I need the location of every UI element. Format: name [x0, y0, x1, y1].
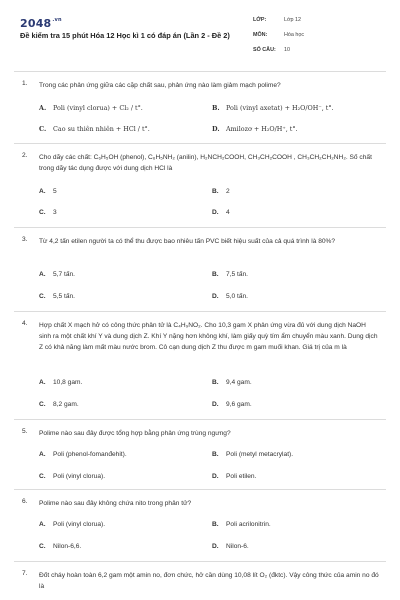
option-letter: C. [39, 125, 47, 133]
option-text: Poli acrilonitrin. [226, 521, 271, 528]
section-divider [14, 489, 386, 490]
option-a[interactable] [39, 521, 105, 528]
option-a[interactable] [39, 271, 75, 278]
meta-count-label: SỐ CÂU: [253, 47, 276, 53]
option-text: 3 [53, 209, 57, 216]
option-b[interactable] [212, 188, 230, 195]
option-b[interactable] [212, 271, 248, 278]
option-c[interactable] [39, 473, 105, 480]
question-number: 3. [22, 236, 28, 243]
meta-class-value: Lớp 12 [284, 17, 302, 23]
option-letter: D. [212, 401, 219, 408]
option-text: 5 [53, 188, 57, 195]
question-stem: Từ 4,2 tấn etilen người ta có thể thu được bao nhiêu tấn PVC biết hiệu suất của cả quá trình là 80%? [39, 238, 336, 245]
option-d[interactable] [212, 125, 298, 133]
option-letter: D. [212, 543, 219, 550]
question-stem: Polime nào sau đây không chứa nito trong phân tử? [39, 500, 192, 507]
option-a[interactable] [39, 451, 127, 458]
option-letter: C. [39, 543, 46, 550]
question-number: 1. [22, 80, 28, 87]
option-d[interactable] [212, 473, 256, 480]
question-stem: Polime nào sau đây được tổng hợp bằng phản ứng trùng ngưng? [39, 430, 231, 437]
meta-class-label: LỚP: [253, 17, 267, 23]
option-letter: A. [39, 188, 46, 195]
option-letter: A. [39, 451, 46, 458]
option-text: 4 [226, 209, 230, 216]
option-text: 9,6 gam. [226, 401, 252, 408]
section-divider [14, 143, 386, 144]
option-letter: C. [39, 401, 46, 408]
question-stem: Đốt cháy hoàn toàn 6,2 gam một amin no, đơn chức, hở cần dùng 10,08 lít O₂ (đktc). Vậy công thức của amin no đó là [39, 572, 379, 590]
option-letter: C. [39, 209, 46, 216]
option-text: 2 [226, 188, 230, 195]
option-text: Poli (vinyl clorua). [53, 473, 106, 480]
option-c[interactable] [39, 543, 81, 550]
question-number: 5. [22, 428, 28, 435]
section-divider [14, 227, 386, 228]
option-text: Cao su thiên nhiên + HCl / t°. [53, 125, 150, 133]
page-header [0, 0, 400, 60]
question-stem: Hợp chất X mạch hở có công thức phân tử là C₄H₉NO₂. Cho 10,3 gam X phản ứng vừa đủ với dung dịch NaOH sinh ra một chất khí Y và dung dịch Z. Khí Y nặng hơn không khí, làm giấy quỳ tím ẩm chuyển màu xanh. Dung dịch Z có khả năng làm mất màu nước brom. Cô cạn dung dịch Z thu được m gam muối khan. Giá trị của m là [39, 322, 378, 351]
option-letter: A. [39, 104, 47, 112]
option-text: 5,0 tấn. [226, 293, 248, 300]
option-c[interactable] [39, 293, 75, 300]
option-text: Poli (vinyl clorua) + Cl₂ / t°. [53, 104, 143, 112]
option-letter: B. [212, 104, 220, 112]
meta-subject-label: MÔN: [253, 32, 268, 38]
option-letter: B. [212, 379, 219, 386]
option-a[interactable] [39, 104, 143, 112]
logo-text: 2048 [20, 17, 52, 30]
question-number: 6. [22, 498, 28, 505]
option-text: 5,7 tấn. [53, 271, 75, 278]
option-letter: C. [39, 293, 46, 300]
meta-count-value: 10 [284, 47, 290, 53]
option-text: 5,5 tấn. [53, 293, 75, 300]
option-letter: D. [212, 209, 219, 216]
option-text: Poli etilen. [226, 473, 257, 480]
section-divider [14, 419, 386, 420]
option-letter: D. [212, 125, 220, 133]
question-number: 2. [22, 152, 28, 159]
question-stem: Cho dãy các chất: C₆H₅OH (phenol), C₆H₅NH₂ (anilin), H₂NCH₂COOH, CH₃CH₂COOH , CH₃CH₂CH₂NH₂. Số chất trong dãy tác dụng được với dung dịch HCl là [39, 154, 372, 172]
option-letter: B. [212, 451, 219, 458]
section-divider [14, 561, 386, 562]
option-letter: B. [212, 521, 219, 528]
section-divider [14, 71, 386, 72]
option-letter: A. [39, 521, 46, 528]
option-d[interactable] [212, 293, 248, 300]
site-logo[interactable] [20, 17, 62, 30]
question-number: 7. [22, 570, 28, 577]
option-b[interactable] [212, 521, 271, 528]
option-text: Poli (phenol-fomanđehit). [53, 451, 127, 458]
option-letter: A. [39, 379, 46, 386]
option-text: 8,2 gam. [53, 401, 79, 408]
option-text: 7,5 tấn. [226, 271, 248, 278]
section-divider [14, 311, 386, 312]
option-a[interactable] [39, 379, 82, 386]
option-b[interactable] [212, 379, 252, 386]
option-letter: D. [212, 473, 219, 480]
option-b[interactable] [212, 104, 334, 112]
option-text: Poli (vinyl clorua). [53, 521, 106, 528]
option-text: Poli (vinyl axetat) + H₂O/OH⁻, t°. [226, 104, 334, 112]
option-a[interactable] [39, 188, 57, 195]
option-text: Poli (metyl metacrylat). [226, 451, 294, 458]
option-b[interactable] [212, 451, 293, 458]
option-c[interactable] [39, 209, 57, 216]
option-text: Amilozơ + H₂O/H⁺, t°. [226, 125, 298, 133]
option-letter: A. [39, 271, 46, 278]
option-letter: C. [39, 473, 46, 480]
option-d[interactable] [212, 209, 230, 216]
logo-suffix: .vn [52, 17, 62, 23]
meta-subject-value: Hóa học [284, 32, 305, 38]
option-d[interactable] [212, 543, 249, 550]
option-d[interactable] [212, 401, 252, 408]
option-letter: B. [212, 188, 219, 195]
page-title: Đề kiểm tra 15 phút Hóa 12 Học kì 1 có đáp án (Lần 2 - Đề 2) [20, 31, 230, 40]
option-text: Nilon-6. [226, 543, 249, 550]
option-letter: B. [212, 271, 219, 278]
option-text: 9,4 gam. [226, 379, 252, 386]
option-c[interactable] [39, 401, 79, 408]
question-number: 4. [22, 320, 28, 327]
option-text: Nilon-6,6. [53, 543, 82, 550]
option-c[interactable] [39, 125, 150, 133]
option-text: 10,8 gam. [53, 379, 83, 386]
question-stem: Trong các phản ứng giữa các cặp chất sau, phản ứng nào làm giảm mạch polime? [39, 82, 281, 89]
option-letter: D. [212, 293, 219, 300]
